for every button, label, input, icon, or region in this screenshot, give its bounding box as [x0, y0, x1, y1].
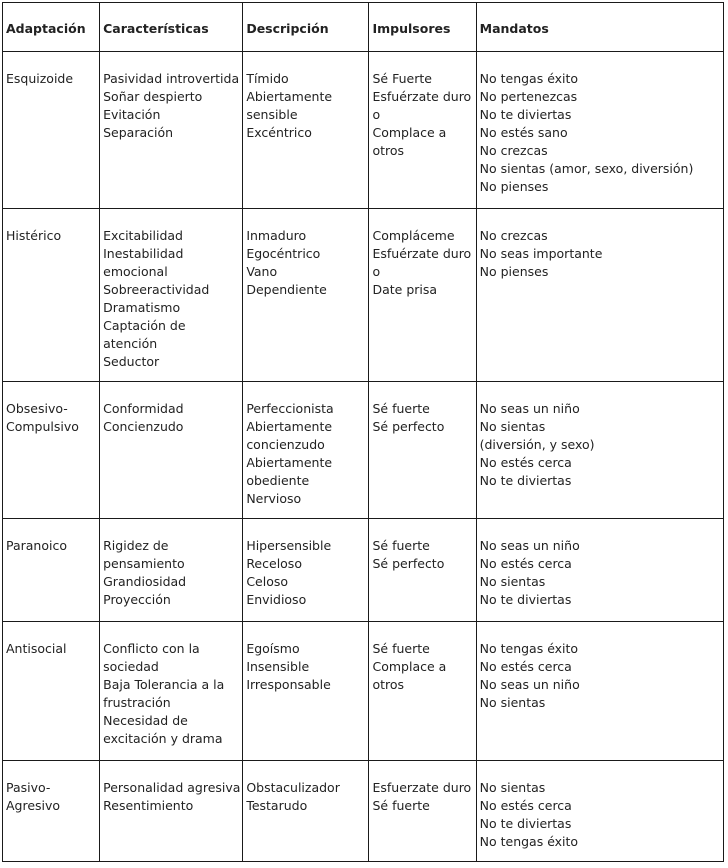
cell-line: Rigidez de: [103, 538, 169, 553]
cell-adaptacion: [3, 761, 100, 862]
cell-line: atención: [103, 336, 158, 351]
cell-line: Captación de: [103, 318, 186, 333]
cell-line: Sé Fuerte: [372, 71, 432, 86]
cell-line: Histérico: [6, 228, 62, 243]
cell-line: No seas un niño: [479, 538, 580, 553]
cell-line: No sientas (amor, sexo, diversión): [479, 161, 694, 176]
cell-line: Abiertamente: [246, 419, 333, 434]
cell-line: Egoísmo: [246, 641, 300, 656]
cell-caracteristicas: [100, 519, 243, 622]
cell-line: obediente: [246, 473, 310, 488]
cell-line: excitación y drama: [103, 731, 223, 746]
cell-line: Personalidad agresiva: [103, 780, 241, 795]
cell-line: Inestabilidad: [103, 246, 184, 261]
cell-line: Necesidad de: [103, 713, 188, 728]
cell-line: Pasivo-: [6, 780, 51, 795]
cell-line: No crezcas: [479, 228, 548, 243]
cell-line: No te diviertas: [479, 592, 572, 607]
header-row: [3, 3, 724, 52]
cell-line: Sé fuerte: [372, 401, 430, 416]
cell-line: concienzudo: [246, 437, 325, 452]
cell-line: Evitación: [103, 107, 161, 122]
cell-line: Inmaduro: [246, 228, 307, 243]
cell-line: otros: [372, 143, 405, 158]
cell-line: pensamiento: [103, 556, 185, 571]
cell-line: Sé fuerte: [372, 641, 430, 656]
cell-line: Agresivo: [6, 798, 61, 813]
cell-line: Obsesivo-: [6, 401, 68, 416]
cell-line: No sientas: [479, 695, 546, 710]
cell-line: No te diviertas: [479, 107, 572, 122]
cell-line: Dramatismo: [103, 300, 181, 315]
cell-line: emocional: [103, 264, 168, 279]
cell-line: Sé perfecto: [372, 556, 445, 571]
cell-line: Paranoico: [6, 538, 67, 553]
table-row: [3, 761, 724, 862]
cell-mandatos: [476, 209, 723, 382]
cell-mandatos: [476, 519, 723, 622]
cell-descripcion: [243, 622, 369, 761]
cell-line: Perfeccionista: [246, 401, 334, 416]
cell-caracteristicas: [100, 382, 243, 519]
cell-line: No pertenezcas: [479, 89, 578, 104]
cell-line: Obstaculizador: [246, 780, 340, 795]
cell-line: No estés cerca: [479, 455, 572, 470]
cell-line: Conflicto con la: [103, 641, 200, 656]
cell-line: No sientas: [479, 780, 546, 795]
cell-line: Irresponsable: [246, 677, 331, 692]
table-row: [3, 209, 724, 382]
cell-impulsores: [369, 761, 476, 862]
cell-line: Pasividad introvertida: [103, 71, 240, 86]
cell-line: Complace a: [372, 125, 447, 140]
cell-caracteristicas: [100, 622, 243, 761]
cell-line: Sé perfecto: [372, 419, 445, 434]
table-row: [3, 622, 724, 761]
cell-line: No seas importante: [479, 246, 603, 261]
cell-line: Nervioso: [246, 491, 302, 506]
cell-line: No sientas: [479, 419, 546, 434]
table-row: [3, 382, 724, 519]
cell-adaptacion: [3, 52, 100, 209]
cell-line: Vano: [246, 264, 278, 279]
cell-line: Insensible: [246, 659, 310, 674]
cell-line: Hipersensible: [246, 538, 332, 553]
cell-line: No pienses: [479, 264, 549, 279]
cell-line: Seductor: [103, 354, 160, 369]
cell-line: Compláceme: [372, 228, 455, 243]
cell-line: Envidioso: [246, 592, 307, 607]
cell-line: Baja Tolerancia a la: [103, 677, 225, 692]
cell-line: Esfuérzate duro: [372, 89, 472, 104]
cell-mandatos: [476, 382, 723, 519]
cell-line: Resentimiento: [103, 798, 194, 813]
cell-line: Tímido: [246, 71, 289, 86]
cell-line: otros: [372, 677, 405, 692]
cell-line: Sé fuerte: [372, 538, 430, 553]
cell-line: sociedad: [103, 659, 159, 674]
cell-line: No crezcas: [479, 143, 548, 158]
cell-line: Date prisa: [372, 282, 438, 297]
cell-line: Compulsivo: [6, 419, 79, 434]
cell-mandatos: [476, 761, 723, 862]
cell-line: Soñar despierto: [103, 89, 203, 104]
cell-line: Egocéntrico: [246, 246, 321, 261]
cell-line: No te diviertas: [479, 473, 572, 488]
cell-caracteristicas: [100, 209, 243, 382]
cell-line: o: [372, 107, 381, 122]
cell-mandatos: [476, 622, 723, 761]
cell-line: No estés cerca: [479, 556, 572, 571]
cell-line: No te diviertas: [479, 816, 572, 831]
cell-line: No sientas: [479, 574, 546, 589]
cell-line: Celoso: [246, 574, 289, 589]
cell-line: Separación: [103, 125, 174, 140]
cell-adaptacion: [3, 382, 100, 519]
cell-line: o: [372, 264, 381, 279]
header-descripcion: Descripción: [243, 3, 369, 52]
cell-line: Antisocial: [6, 641, 67, 656]
cell-line: Concienzudo: [103, 419, 184, 434]
table-row: [3, 519, 724, 622]
header-caracteristicas: Características: [100, 3, 243, 52]
cell-impulsores: [369, 209, 476, 382]
cell-line: No tengas éxito: [479, 641, 579, 656]
table-row: [3, 52, 724, 209]
cell-line: No estés cerca: [479, 659, 572, 674]
cell-line: Esquizoide: [6, 71, 74, 86]
cell-descripcion: [243, 52, 369, 209]
cell-line: Excéntrico: [246, 125, 312, 140]
cell-impulsores: [369, 622, 476, 761]
cell-line: frustración: [103, 695, 171, 710]
cell-adaptacion: [3, 622, 100, 761]
cell-line: Abiertamente: [246, 89, 333, 104]
cell-descripcion: [243, 382, 369, 519]
cell-line: Sé fuerte: [372, 798, 430, 813]
cell-line: Conformidad: [103, 401, 184, 416]
header-mandatos: Mandatos: [476, 3, 723, 52]
cell-line: Testarudo: [246, 798, 308, 813]
cell-caracteristicas: [100, 761, 243, 862]
cell-adaptacion: [3, 519, 100, 622]
cell-line: No seas un niño: [479, 401, 580, 416]
cell-line: Esfuérzate duro: [372, 246, 472, 261]
cell-line: Proyección: [103, 592, 171, 607]
cell-line: No estés cerca: [479, 798, 572, 813]
cell-line: No estés sano: [479, 125, 568, 140]
cell-line: Esfuerzate duro: [372, 780, 472, 795]
cell-caracteristicas: [100, 52, 243, 209]
cell-line: (diversión, y sexo): [479, 437, 595, 452]
cell-impulsores: [369, 52, 476, 209]
cell-line: Abiertamente: [246, 455, 333, 470]
cell-line: sensible: [246, 107, 298, 122]
cell-descripcion: [243, 761, 369, 862]
cell-line: Grandiosidad: [103, 574, 187, 589]
cell-mandatos: [476, 52, 723, 209]
cell-descripcion: [243, 209, 369, 382]
header-impulsores: Impulsores: [369, 3, 476, 52]
adaptations-table: [2, 2, 724, 862]
cell-line: No seas un niño: [479, 677, 580, 692]
cell-line: Complace a: [372, 659, 447, 674]
cell-line: No pienses: [479, 179, 549, 194]
cell-line: Receloso: [246, 556, 302, 571]
cell-adaptacion: [3, 209, 100, 382]
cell-descripcion: [243, 519, 369, 622]
cell-line: Excitabilidad: [103, 228, 183, 243]
cell-line: Dependiente: [246, 282, 327, 297]
cell-line: No tengas éxito: [479, 71, 579, 86]
header-adaptacion: Adaptación: [3, 3, 100, 52]
cell-line: Sobreeractividad: [103, 282, 210, 297]
cell-line: No tengas éxito: [479, 834, 579, 849]
cell-impulsores: [369, 382, 476, 519]
cell-impulsores: [369, 519, 476, 622]
